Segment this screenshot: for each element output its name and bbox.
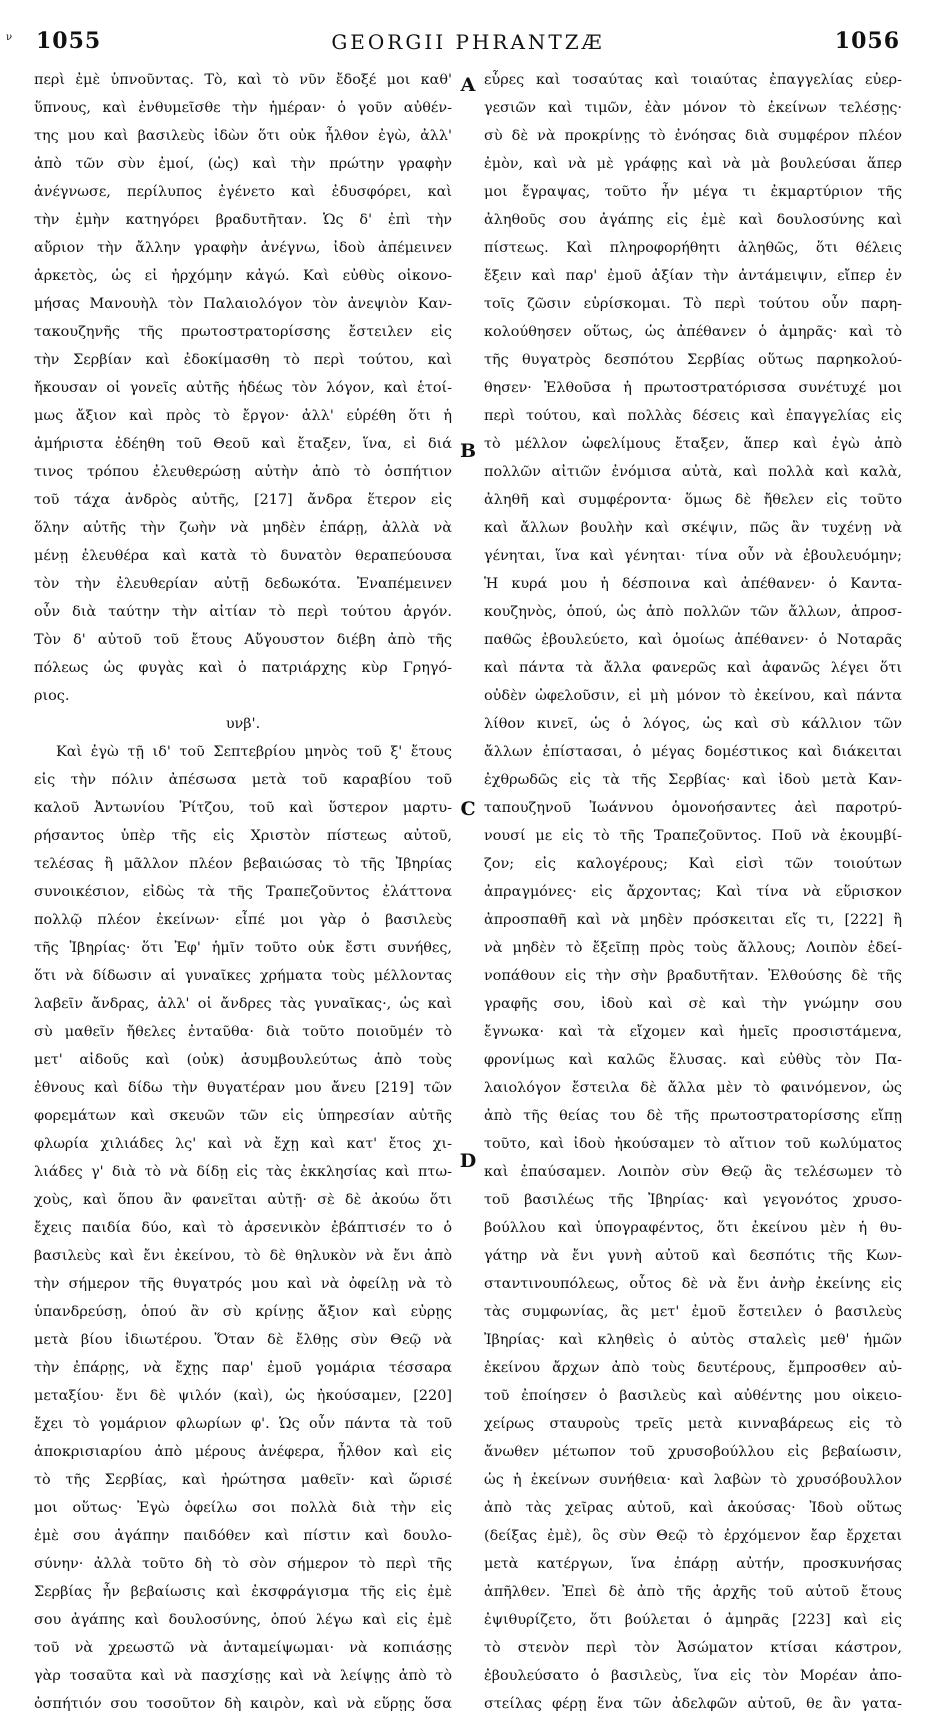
text-line: τοῦ νὰ χρεωστῶ νὰ ἀνταμείψωμαι· νὰ κοπιάσῃς — [34, 1640, 452, 1656]
text-line: μετὰ βίου ἰδιωτέρου. Ὅταν δὲ ἔλθῃς σὺν Θεῷ νὰ — [34, 1332, 452, 1348]
text-line: λαιολόγον ἔστειλα δὲ ἄλλα μὲν τὸ φαινόμενον, ὡς — [484, 1080, 902, 1096]
text-line: αὔριον τὴν ἄλλην γραφὴν ἀνέγνω, ἰδοὺ ἀπέμεινεν — [34, 240, 452, 256]
text-line: μοι οὕτως· Ἐγὼ ὀφείλω σοι πολλὰ διὰ τὴν εἰς — [34, 1500, 452, 1516]
text-line: ἐμὲ σου ἀγάπην παιδόθεν καὶ πίστιν καὶ δουλο- — [34, 1528, 452, 1544]
text-line: μένῃ ἐλευθέρα καὶ κατὰ τὸ δυνατὸν θεραπεύουσα — [34, 548, 452, 564]
text-line: πολλῷ πλέον ἐκείνων· εἶπέ μοι γὰρ ὁ βασιλεὺς — [34, 912, 452, 928]
text-line: νοπάθουν εἰς τὴν σὴν βραδυτῆταν. Ἐλθούσης δὲ τῆς — [484, 968, 902, 984]
text-line: ἔξειν καὶ παρ' ἐμοῦ ἀξίαν τὴν ἀντάμειψιν, εἴπερ ἐν — [484, 268, 902, 284]
text-line: τελέσας ἢ μᾶλλον πλέον βεβαιώσας τὸ τῆς Ἰβηρίας — [34, 856, 452, 872]
text-line: της μου καὶ βασιλεὺς ἰδὼν ὅτι οὐκ ἦλθον ἐγὼ, ἀλλ' — [34, 128, 452, 144]
text-line: ἀμήριστα ἐδέηθη τοῦ Θεοῦ καὶ ἔταξεν, ἵνα, εἰ διά — [34, 436, 452, 452]
text-line: ἔχεις παιδία δύο, καὶ τὸ ἀρσενικὸν ἐβάπτισέν το ὁ — [34, 1220, 452, 1236]
text-line: ἐθνους καὶ δίδω τὴν θυγατέραν μου ἄνευ [219] τῶν — [34, 1080, 452, 1096]
text-line: στείλας φέρῃ ἕνα τῶν ἀδελφῶν αὐτοῦ, θε ἂν γατα- — [484, 1696, 902, 1712]
text-line: λίθον κινεῖ, ὡς ὁ λόγος, ὡς καὶ σὺ κάλλιον τῶν — [484, 716, 902, 732]
text-line: ἀληθοῦς σου ἀγάπης εἰς ἐμὲ καὶ δουλοσύνης καὶ — [484, 212, 902, 228]
text-line: τὰς συμφωνίας, ἃς μετ' ἐμοῦ ἔστειλεν ὁ βασιλεὺς — [484, 1304, 902, 1320]
text-line: ἐχθρωδῶς εἰς τὰ τῆς Σερβίας· καὶ ἰδοὺ μετὰ Καν- — [484, 772, 902, 788]
text-line: τὸ μέλλον ὠφελίμους ἔταξεν, ἅπερ καὶ ἐγὼ ἀπὸ — [484, 436, 902, 452]
text-line: μως ἄξιον καὶ πρὸς τὸ ἔργον· ἀλλ' εὑρέθη ὅτι ἡ — [34, 408, 452, 424]
text-line: τοῖς ζῶσιν εὑρίσκομαι. Τὸ περὶ τούτου οὖν παρη- — [484, 296, 902, 312]
text-line: γὰρ τοσαῦτα καὶ νὰ πασχίσῃς καὶ νὰ λείψῃς ἀπὸ τὸ — [34, 1668, 452, 1684]
text-line: τὸ τῆς Σερβίας, καὶ ἠρώτησα μαθεῖν· καὶ ὥρισέ — [34, 1472, 452, 1488]
corner-mark: ν — [6, 32, 13, 43]
text-line: ἀπῆλθεν. Ἐπεὶ δὲ ἀπὸ τῆς ἀρχῆς τοῦ αὐτοῦ ἔτους — [484, 1584, 902, 1600]
text-line: φορεμάτων καὶ σκευῶν τῶν εἰς ὑπηρεσίαν αὐτῆς — [34, 1108, 452, 1124]
text-line: εἰς τὴν πόλιν ἀπέσωσα μετὰ τοῦ καραβίου τοῦ — [34, 772, 452, 788]
text-line: καλοῦ Ἀντωνίου Ῥίτζου, τοῦ καὶ ὕστερον μαρτυ- — [34, 800, 452, 816]
text-line: σὺ δὲ νὰ προκρίνῃς τὸ ἐνόησας διὰ συμφέρον πλέον — [484, 128, 902, 144]
text-line: ἐκείνου ἄρχων ἀπὸ τοὺς δευτέρους, ἔμπροσθεν αὐ- — [484, 1360, 902, 1376]
text-line: πίστεως. Καὶ πληροφορήθητι ἀληθῶς, ὅτι θέλεις — [484, 240, 902, 256]
text-line: ἀπὸ τὰς χεῖρας αὐτοῦ, καὶ ἀκούσας· Ἰδοὺ οὕτως — [484, 1500, 902, 1516]
text-line: φλωρία χιλιάδες λς' καὶ νὰ ἔχῃ καὶ κατ' ἔτος χι- — [34, 1136, 452, 1152]
text-line: ἤκουσαν οἱ γονεῖς αὐτῆς ἡδέως τὸν λόγον, καὶ ἑτοί- — [34, 380, 452, 396]
text-line: μετ' αἰδοῦς καὶ (οὐκ) ἀσυμβουλεύτως ἀπὸ τοὺς — [34, 1052, 452, 1068]
text-line: γάτηρ νὰ ἔνι γυνὴ αὐτοῦ καὶ δεσπότις τῆς Κων- — [484, 1248, 902, 1264]
text-line: καὶ πάντα τὰ ἄλλα φανερῶς καὶ ἀφανῶς λέγει ὅτι — [484, 660, 902, 676]
text-line: σὺ μαθεῖν ἤθελες ἐνταῦθα· διὰ τοῦτο ποιοῦμέν τὸ — [34, 1024, 452, 1040]
text-line: ἀληθῆ καὶ συμφέροντα· ὅμως δὲ ἤθελεν εἰς τοῦτο — [484, 492, 902, 508]
text-line: εὗρες καὶ τοσαύτας καὶ τοιαύτας ἐπαγγελίας εὐερ- — [484, 72, 902, 88]
margin-letter-c: C — [460, 798, 476, 820]
text-line: οὖν διὰ ταύτην τὴν αἰτίαν τὸ περὶ τούτου ἀργόν. — [34, 604, 452, 620]
text-line: ἐψιθυρίζετο, ὅτι βούλεται ὁ ἀμηρᾶς [223] καὶ εἰς — [484, 1612, 902, 1628]
text-line: ἀπὸ τῆς θείας του δὲ τῆς πρωτοστρατορίσσης εἴπῃ — [484, 1108, 902, 1124]
text-line: καὶ ἄλλων βουλὴν καὶ σκέψιν, πῶς ἂν τυχένῃ νὰ — [484, 520, 902, 536]
text-line: ὕπνους, καὶ ἐνθυμεῖσθε τὴν ἡμέραν· ὁ γοῦν αὐθέν- — [34, 100, 452, 116]
text-line: τοῦ τάχα ἀνδρὸς αὐτῆς, [217] ἄνδρα ἕτερον εἰς — [34, 492, 452, 508]
text-line: ὡς ἡ ἐκείνων συνήθεια· καὶ λαβὼν τὸ χρυσόβουλλον — [484, 1472, 902, 1488]
text-line: γένηται, ἵνα καὶ γένηται· τίνα οὖν νὰ ἐβουλευόμην; — [484, 548, 902, 564]
text-line: μεταξίου· ἔνι δὲ ψιλόν (καὶ), ὡς ἠκούσαμεν, [220] — [34, 1388, 452, 1404]
text-line: ζον; εἰς καλογέρους; Καὶ εἰσὶ τῶν τοιούτων — [484, 856, 902, 872]
running-header — [30, 28, 906, 58]
text-line: ἀποκρισιαρίου ἀπὸ μέρους ἀνέφερα, ἦλθον καὶ εἰς — [34, 1444, 452, 1460]
text-line: λιάδες γ' διὰ τὸ νὰ δίδῃ εἰς τὰς ἐκκλησίας καὶ πτω- — [34, 1164, 452, 1180]
text-line: ἄνωθεν μέτωπον τοῦ χρυσοβούλλου εἰς βεβαίωσιν, — [484, 1444, 902, 1460]
left-text-column — [34, 66, 452, 1718]
text-line: ἄλλων ἐπίστασαι, ὁ μέγας δομέστικος καὶ διάκειται — [484, 744, 902, 760]
text-line: φρονίμως καὶ καλῶς ἔλυσας. καὶ εὐθὺς τὸν Πα- — [484, 1052, 902, 1068]
text-line: μήσας Μανουὴλ τὸν Παλαιολόγον τὸν ἀνεψιὸν Καν- — [34, 296, 452, 312]
text-line: Σερβίας ἦν βεβαίωσις καὶ ἐκσφράγισμα τῆς εἰς ἐμὲ — [34, 1584, 452, 1600]
text-line: οὐδὲν ὠφελοῦσιν, εἰ μὴ μόνον τὸ ἐκείνου, καὶ πάντα — [484, 688, 902, 704]
text-line: συνοικέσιον, εἰδὼς τὰ τῆς Τραπεζοῦντος ἐλάττονα — [34, 884, 452, 900]
text-line: τὴν ἐμὴν κατηγόρει βραδυτῆταν. Ὡς δ' ἐπὶ τὴν — [34, 212, 452, 228]
text-line: σταντινουπόλεως, οὗτος δὲ νὰ ἔνι ἀνὴρ ἐκείνης εἰς — [484, 1276, 902, 1292]
text-line: τὸν τὴν ἐλευθερίαν αὐτῇ δεδωκότα. Ἐναπέμεινεν — [34, 576, 452, 592]
text-line: κολούθησεν οὕτως, ὡς ἀπέθανεν ὁ ἀμηρᾶς· καὶ τὸ — [484, 324, 902, 340]
text-line: χοὺς, καὶ ὅπου ἂν φανεῖται αὐτῇ· σὲ δὲ ἀκούω ὅτι — [34, 1192, 452, 1208]
text-line: γεσιῶν καὶ τιμῶν, ἐὰν μόνον τὸ ἐκείνων τελέσῃς· — [484, 100, 902, 116]
text-line: περὶ ἐμὲ ὑπνοῦντας. Τὸ, καὶ τὸ νῦν ἔδοξέ μοι καθ' — [34, 72, 452, 88]
text-line: πόλεως ὡς φυγὰς καὶ ὁ πατριάρχης κὺρ Γρηγό- — [34, 660, 452, 676]
text-line: ἀρκετὸς, ὡς εἰ ἠρχόμην κἀγώ. Καὶ εὐθὺς οἰκονο- — [34, 268, 452, 284]
text-line: ἀνέγνωσε, περίλυπος ἐγένετο καὶ ἐδυσφόρει, καὶ — [34, 184, 452, 200]
text-line: πολλῶν αἰτιῶν ἐνόμισα αὐτὰ, καὶ πολλὰ καὶ καλὰ, — [484, 464, 902, 480]
page-number-left: 1055 — [36, 28, 102, 54]
text-line: νὰ μηδὲν τὸ ἔξεῖπῃ πρὸς τοὺς ἄλλους; Λοιπὸν ἐδεί- — [484, 940, 902, 956]
text-line: τῆς Ἰβηρίας· ὅτι Ἐφ' ἡμῖν τοῦτο οὐκ ἔστι συνήθες, — [34, 940, 452, 956]
text-line: ἔχει τὸ γομάριον φλωρίων φ'. Ὡς οὖν πάντα τὰ τοῦ — [34, 1416, 452, 1432]
page-number-right: 1056 — [834, 28, 900, 54]
text-line: ἐβουλεύσατο ὁ βασιλεὺς, ἵνα εἰς τὸν Μορέαν ἀπο- — [484, 1668, 902, 1684]
text-line: Τὸν δ' αὐτοῦ τοῦ ἔτους Αὔγουστον διέβη ἀπὸ τῆς — [34, 632, 452, 648]
text-line: παθῶς ἐβουλεύετο, καὶ ὁμοίως ἀπέθανεν· ὁ Νοταρᾶς — [484, 632, 902, 648]
text-line: ἀπὸ τῶν σὺν ἐμοί, (ὡς) καὶ τὴν πρώτην γραφὴν — [34, 156, 452, 172]
text-line: ὅτι νὰ δίδωσιν αἱ γυναῖκες χρήματα τοὺς μέλλοντας — [34, 968, 452, 984]
text-line: τὴν Σερβίαν καὶ ἐδοκίμασθη τὸ περὶ τούτου, καὶ — [34, 352, 452, 368]
text-line: τὸ στενὸν περὶ τὸν Ἀσώματον κτίσαι κάστρον, — [484, 1640, 902, 1656]
text-line: τακουζηνῆς τῆς πρωτοστρατορίσσης ἔστειλεν εἰς — [34, 324, 452, 340]
text-line: τοῦ ἐποίησεν ὁ βασιλεὺς καὶ αὐθέντης μου οἰκειο- — [484, 1388, 902, 1404]
text-line: ὑπανδρεύσῃ, ὁπού ἂν σὺ κρίνῃς ἄξιον καὶ εὐρῃς — [34, 1304, 452, 1320]
text-line: τοῦτο, καὶ ἰδοὺ ἠκούσαμεν τὸ αἴτιον τοῦ κωλύματος — [484, 1136, 902, 1152]
right-text-column — [484, 66, 902, 1718]
text-line: τὴν ἐπάρῃς, νὰ ἔχῃς παρ' ἐμοῦ γομάρια τέσσαρα — [34, 1360, 452, 1376]
text-line: κουζηνὸς, ὁπού, ὡς ἀπὸ πολλῶν τῶν ἄλλων, ἀπροσ- — [484, 604, 902, 620]
text-line: καὶ ἐπαύσαμεν. Λοιπὸν σὺν Θεῷ ἂς τελέσωμεν τὸ — [484, 1164, 902, 1180]
text-line: βασιλεὺς καὶ ἔνι ἐκείνου, τὸ δὲ θηλυκὸν νὰ ἔνι ἀπὸ — [34, 1248, 452, 1264]
text-line: χείρως σταυροὺς τρεῖς μετὰ κινναβάρεως εἰς τὸ — [484, 1416, 902, 1432]
text-line: σου ἀγάπης καὶ δουλοσύνης, ὁπού λέγω καὶ εἰς ἐμὲ — [34, 1612, 452, 1628]
text-line: θησεν· Ἐλθοῦσα ἡ πρωτοστρατόρισσα συνέτυχέ μοι — [484, 380, 902, 396]
text-line: ἀπραγμόνες· εἰς ἄρχοντας; Καὶ τίνα νὰ εὕρισκον — [484, 884, 902, 900]
text-line: τινος τρόπου ἐλευθερώσῃ αὐτὴν ἀπὸ τὸ ὀσπήτιον — [34, 464, 452, 480]
text-line: ἀπροσπαθῆ καὶ νὰ μηδὲν πρόσκειται εἴς τι, [222] ἢ — [484, 912, 902, 928]
margin-letter-a: A — [460, 74, 476, 96]
text-line: τὴν σήμερον τῆς θυγατρός μου καὶ νὰ ὀφείλῃ νὰ τὸ — [34, 1276, 452, 1292]
text-line: ὅλην αὐτῆς τὴν ζωὴν νὰ μηδὲν ἐπάρῃ, ἀλλὰ νὰ — [34, 520, 452, 536]
text-line: νουσί με εἰς τὸ τῆς Τραπεζοῦντος. Ποῦ νὰ ἐκουμβί- — [484, 828, 902, 844]
margin-letter-b: B — [459, 440, 477, 462]
text-line: Ἰβηρίας· καὶ κληθεὶς ὁ αὐτὸς σταλεὶς μεθ' ἡμῶν — [484, 1332, 902, 1348]
text-line: ριος. — [34, 688, 70, 704]
text-line: (δείξας ἐμὲ), ὃς σὺν Θεῷ τὸ ἐρχόμενον ἔαρ ἔρχεται — [484, 1528, 902, 1544]
text-line: τῆς θυγατρὸς δεσπότου Σερβίας οὕτως παρηκολού- — [484, 352, 902, 368]
text-line: περὶ τούτου, καὶ πολλὰς δέσεις καὶ ἐπαγγελίας εἰς — [484, 408, 902, 424]
text-line: βούλλου καὶ ὑπογραφέντος, ὅτι ἐκείνου μὲν ἡ θυ- — [484, 1220, 902, 1236]
text-line: Ἡ κυρά μου ἡ δέσποινα καὶ ἀπέθανεν· ὁ Καντα- — [484, 576, 902, 592]
text-line: ἐμὸν, καὶ νὰ μὲ γράφῃς καὶ νὰ μὰ βουλεύσαι ἅπερ — [484, 156, 902, 172]
text-line: ἔγνωκα· καὶ τὰ εἴχομεν καὶ ἡμεῖς προσιστάμενα, — [484, 1024, 902, 1040]
text-line: ὀσπήτιόν σου τοσοῦτον δὴ καιρὸν, καὶ νὰ εὕρῃς ὅσα — [34, 1696, 452, 1712]
text-line: σύνην· ἀλλὰ τοῦτο δὴ τὸ σὸν σήμερον τὸ περὶ τῆς — [34, 1556, 452, 1572]
text-line: γραφῆς σου, ἰδοὺ καὶ σὲ καὶ τὴν γνώμην σου — [484, 996, 902, 1012]
text-line: μοι ἔγραψας, τοῦτο ἦν μέγα τι ἐκμαρτύριον τῆς — [484, 184, 902, 200]
running-title: GEORGII PHRANTZÆ — [331, 30, 605, 54]
text-line: Καὶ ἐγὼ τῇ ιδ' τοῦ Σεπτεβρίου μηνὸς τοῦ ξ' ἔτους — [56, 744, 452, 760]
text-line: τοῦ βασιλέως τῆς Ἰβηρίας· καὶ γεγονότος χρυσο- — [484, 1192, 902, 1208]
text-line: μετὰ κατέργων, ἵνα ἐπάρῃ αὐτήν, προσκυνήσας — [484, 1556, 902, 1572]
text-line: λαβεῖν ἄνδρας, ἀλλ' οἱ ἄνδρες τὰς γυναῖκας·, ὡς καὶ — [34, 996, 452, 1012]
text-line: ρήσαντος ὑπὲρ τῆς εἰς Χριστὸν πίστεως αὐτοῦ, — [34, 828, 452, 844]
margin-letter-d: D — [459, 1150, 477, 1172]
text-line: ταπουζηνοῦ Ἰωάννου ὁμονοήσαντες ἀεὶ παροτρύ- — [484, 800, 902, 816]
text-line: υνβ'. — [225, 716, 261, 732]
